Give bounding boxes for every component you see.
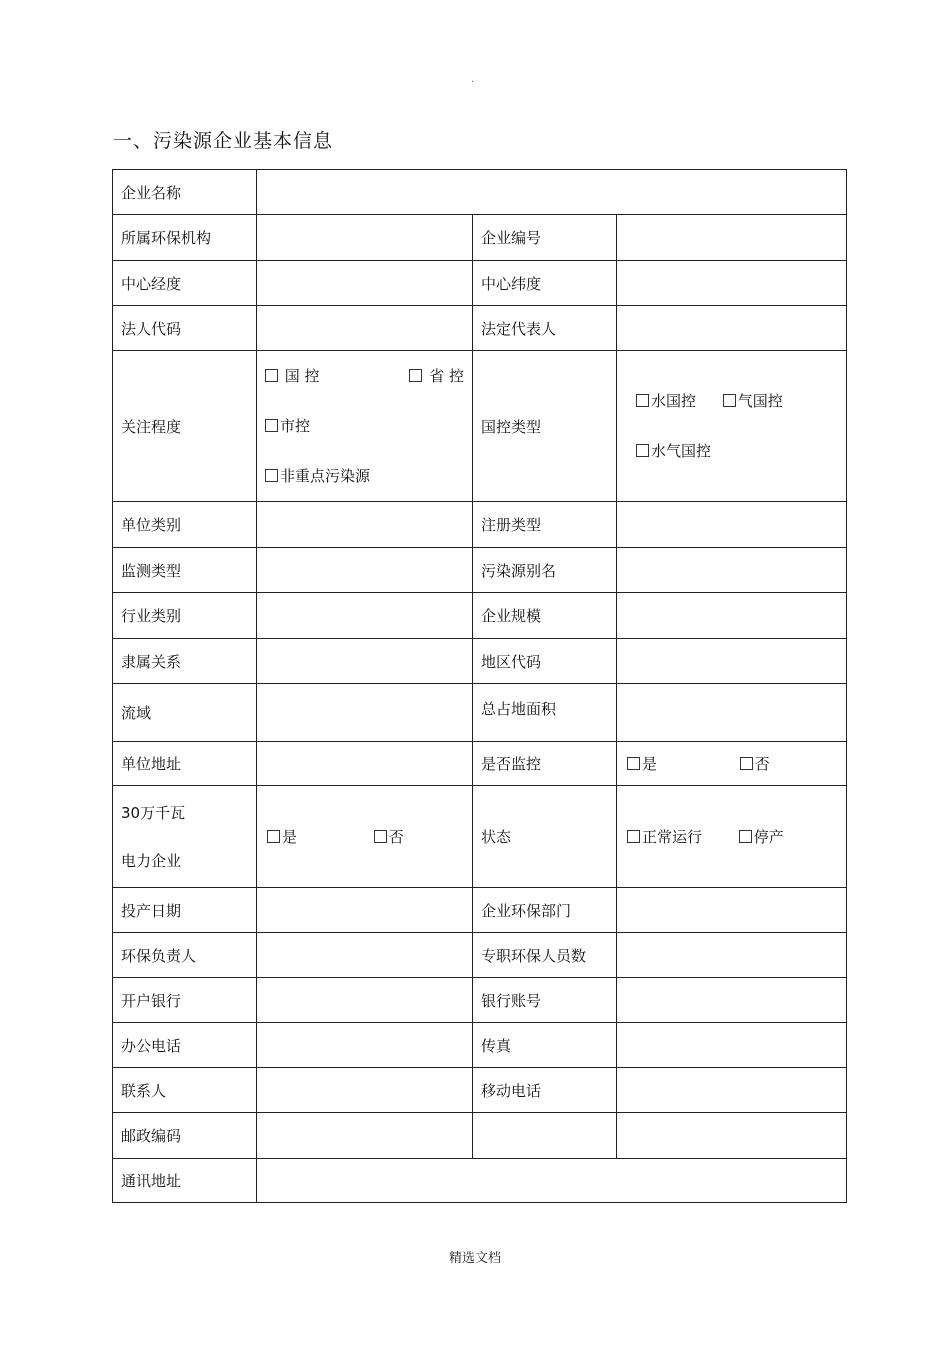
field-unit-cat[interactable] <box>257 502 473 548</box>
field-env-leader[interactable] <box>257 933 473 978</box>
label-office-phone: 办公电话 <box>113 1023 257 1068</box>
option-monitored-no[interactable]: 否 <box>740 753 770 774</box>
checkbox-icon[interactable] <box>636 444 649 457</box>
page-title: 一、污染源企业基本信息 <box>113 130 334 152</box>
table-row <box>113 639 847 684</box>
label-power <box>113 786 257 888</box>
checkbox-icon[interactable] <box>636 394 649 407</box>
option-municipal[interactable]: 市控 <box>265 401 310 451</box>
label-area: 总占地面积 <box>473 684 617 742</box>
field-affiliation[interactable] <box>257 639 473 684</box>
label-monitored: 是否监控 <box>473 742 617 786</box>
table-row <box>113 786 847 888</box>
label-legal-code: 法人代码 <box>113 306 257 351</box>
option-water-gas-nat[interactable]: 水气国控 <box>636 426 711 476</box>
label-env-leader: 环保负责人 <box>113 933 257 978</box>
option-monitored-yes[interactable]: 是 <box>627 753 657 774</box>
label-reg-type: 注册类型 <box>473 502 617 548</box>
field-legal-code[interactable] <box>257 306 473 351</box>
label-alias: 污染源别名 <box>473 548 617 593</box>
table-row <box>113 306 847 351</box>
label-agency: 所属环保机构 <box>113 215 257 261</box>
power-options <box>257 786 473 888</box>
field-mobile[interactable] <box>617 1068 847 1113</box>
checkbox-icon[interactable] <box>739 830 752 843</box>
option-provincial[interactable]: 省 控 <box>409 351 464 401</box>
label-affiliation: 隶属关系 <box>113 639 257 684</box>
checkbox-icon[interactable] <box>627 830 640 843</box>
label-start-date: 投产日期 <box>113 888 257 933</box>
table-row <box>113 1068 847 1113</box>
label-attention: 关注程度 <box>113 351 257 502</box>
table-row <box>113 261 847 306</box>
field-env-staff[interactable] <box>617 933 847 978</box>
label-env-staff: 专职环保人员数 <box>473 933 617 978</box>
checkbox-icon[interactable] <box>265 419 278 432</box>
field-company-name[interactable] <box>257 170 847 215</box>
field-alias[interactable] <box>617 548 847 593</box>
field-scale[interactable] <box>617 593 847 639</box>
field-mail-address[interactable] <box>257 1159 847 1203</box>
field-blank-2[interactable] <box>617 1113 847 1159</box>
label-env-dept: 企业环保部门 <box>473 888 617 933</box>
label-company-no: 企业编号 <box>473 215 617 261</box>
label-mail-address: 通讯地址 <box>113 1159 257 1203</box>
field-monitor-type[interactable] <box>257 548 473 593</box>
field-start-date[interactable] <box>257 888 473 933</box>
table-row <box>113 933 847 978</box>
checkbox-icon[interactable] <box>267 830 280 843</box>
field-agency[interactable] <box>257 215 473 261</box>
field-postcode[interactable] <box>257 1113 473 1159</box>
field-contact[interactable] <box>257 1068 473 1113</box>
table-row <box>113 215 847 261</box>
label-account: 银行账号 <box>473 978 617 1023</box>
field-lat[interactable] <box>617 261 847 306</box>
label-address: 单位地址 <box>113 742 257 786</box>
field-env-dept[interactable] <box>617 888 847 933</box>
field-lng[interactable] <box>257 261 473 306</box>
option-status-stopped[interactable]: 停产 <box>739 826 784 847</box>
field-account[interactable] <box>617 978 847 1023</box>
table-row <box>113 1113 847 1159</box>
option-non-key[interactable]: 非重点污染源 <box>265 451 370 501</box>
field-region-code[interactable] <box>617 639 847 684</box>
label-industry: 行业类别 <box>113 593 257 639</box>
field-company-no[interactable] <box>617 215 847 261</box>
label-mobile: 移动电话 <box>473 1068 617 1113</box>
table-row <box>113 684 847 742</box>
label-legal-rep: 法定代表人 <box>473 306 617 351</box>
label-power-line2: 电力企业 <box>121 851 182 870</box>
field-industry[interactable] <box>257 593 473 639</box>
label-power-line1: 30万千瓦 <box>121 803 186 822</box>
table-row <box>113 170 847 215</box>
label-bank: 开户银行 <box>113 978 257 1023</box>
field-office-phone[interactable] <box>257 1023 473 1068</box>
header-dot: . <box>471 74 475 85</box>
label-lat: 中心纬度 <box>473 261 617 306</box>
checkbox-icon[interactable] <box>265 469 278 482</box>
table-row <box>113 978 847 1023</box>
table-row <box>113 1159 847 1203</box>
page-footer: 精选文档 <box>448 1251 501 1266</box>
field-area[interactable] <box>617 684 847 742</box>
label-nat-ctrl-type: 国控类型 <box>473 351 617 502</box>
table-row <box>113 742 847 786</box>
table-row <box>113 351 847 502</box>
checkbox-icon[interactable] <box>374 830 387 843</box>
checkbox-icon[interactable] <box>740 757 753 770</box>
label-status: 状态 <box>473 786 617 888</box>
info-form-table <box>112 169 847 1203</box>
status-options <box>617 786 847 888</box>
option-power-no[interactable]: 否 <box>374 826 404 847</box>
label-monitor-type: 监测类型 <box>113 548 257 593</box>
table-row <box>113 548 847 593</box>
nat-ctrl-options <box>617 351 847 502</box>
label-company-name: 企业名称 <box>113 170 257 215</box>
label-postcode: 邮政编码 <box>113 1113 257 1159</box>
table-row <box>113 502 847 548</box>
label-scale: 企业规模 <box>473 593 617 639</box>
attention-options <box>257 351 473 502</box>
label-basin: 流域 <box>113 684 257 742</box>
option-power-yes[interactable]: 是 <box>267 826 297 847</box>
field-basin[interactable] <box>257 684 473 742</box>
field-fax[interactable] <box>617 1023 847 1068</box>
monitored-options <box>617 742 847 786</box>
table-row <box>113 888 847 933</box>
label-lng: 中心经度 <box>113 261 257 306</box>
option-gas-nat[interactable]: 气国控 <box>723 376 783 426</box>
field-legal-rep[interactable] <box>617 306 847 351</box>
label-region-code: 地区代码 <box>473 639 617 684</box>
table-row <box>113 1023 847 1068</box>
field-address[interactable] <box>257 742 473 786</box>
table-row <box>113 593 847 639</box>
checkbox-icon[interactable] <box>409 369 422 382</box>
option-water-nat[interactable]: 水国控 <box>636 376 696 426</box>
label-unit-cat: 单位类别 <box>113 502 257 548</box>
option-national[interactable]: 国 控 <box>265 351 320 401</box>
label-contact: 联系人 <box>113 1068 257 1113</box>
checkbox-icon[interactable] <box>265 369 278 382</box>
label-fax: 传真 <box>473 1023 617 1068</box>
field-bank[interactable] <box>257 978 473 1023</box>
field-reg-type[interactable] <box>617 502 847 548</box>
field-blank-1[interactable] <box>473 1113 617 1159</box>
checkbox-icon[interactable] <box>723 394 736 407</box>
checkbox-icon[interactable] <box>627 757 640 770</box>
option-status-normal[interactable]: 正常运行 <box>627 826 702 847</box>
